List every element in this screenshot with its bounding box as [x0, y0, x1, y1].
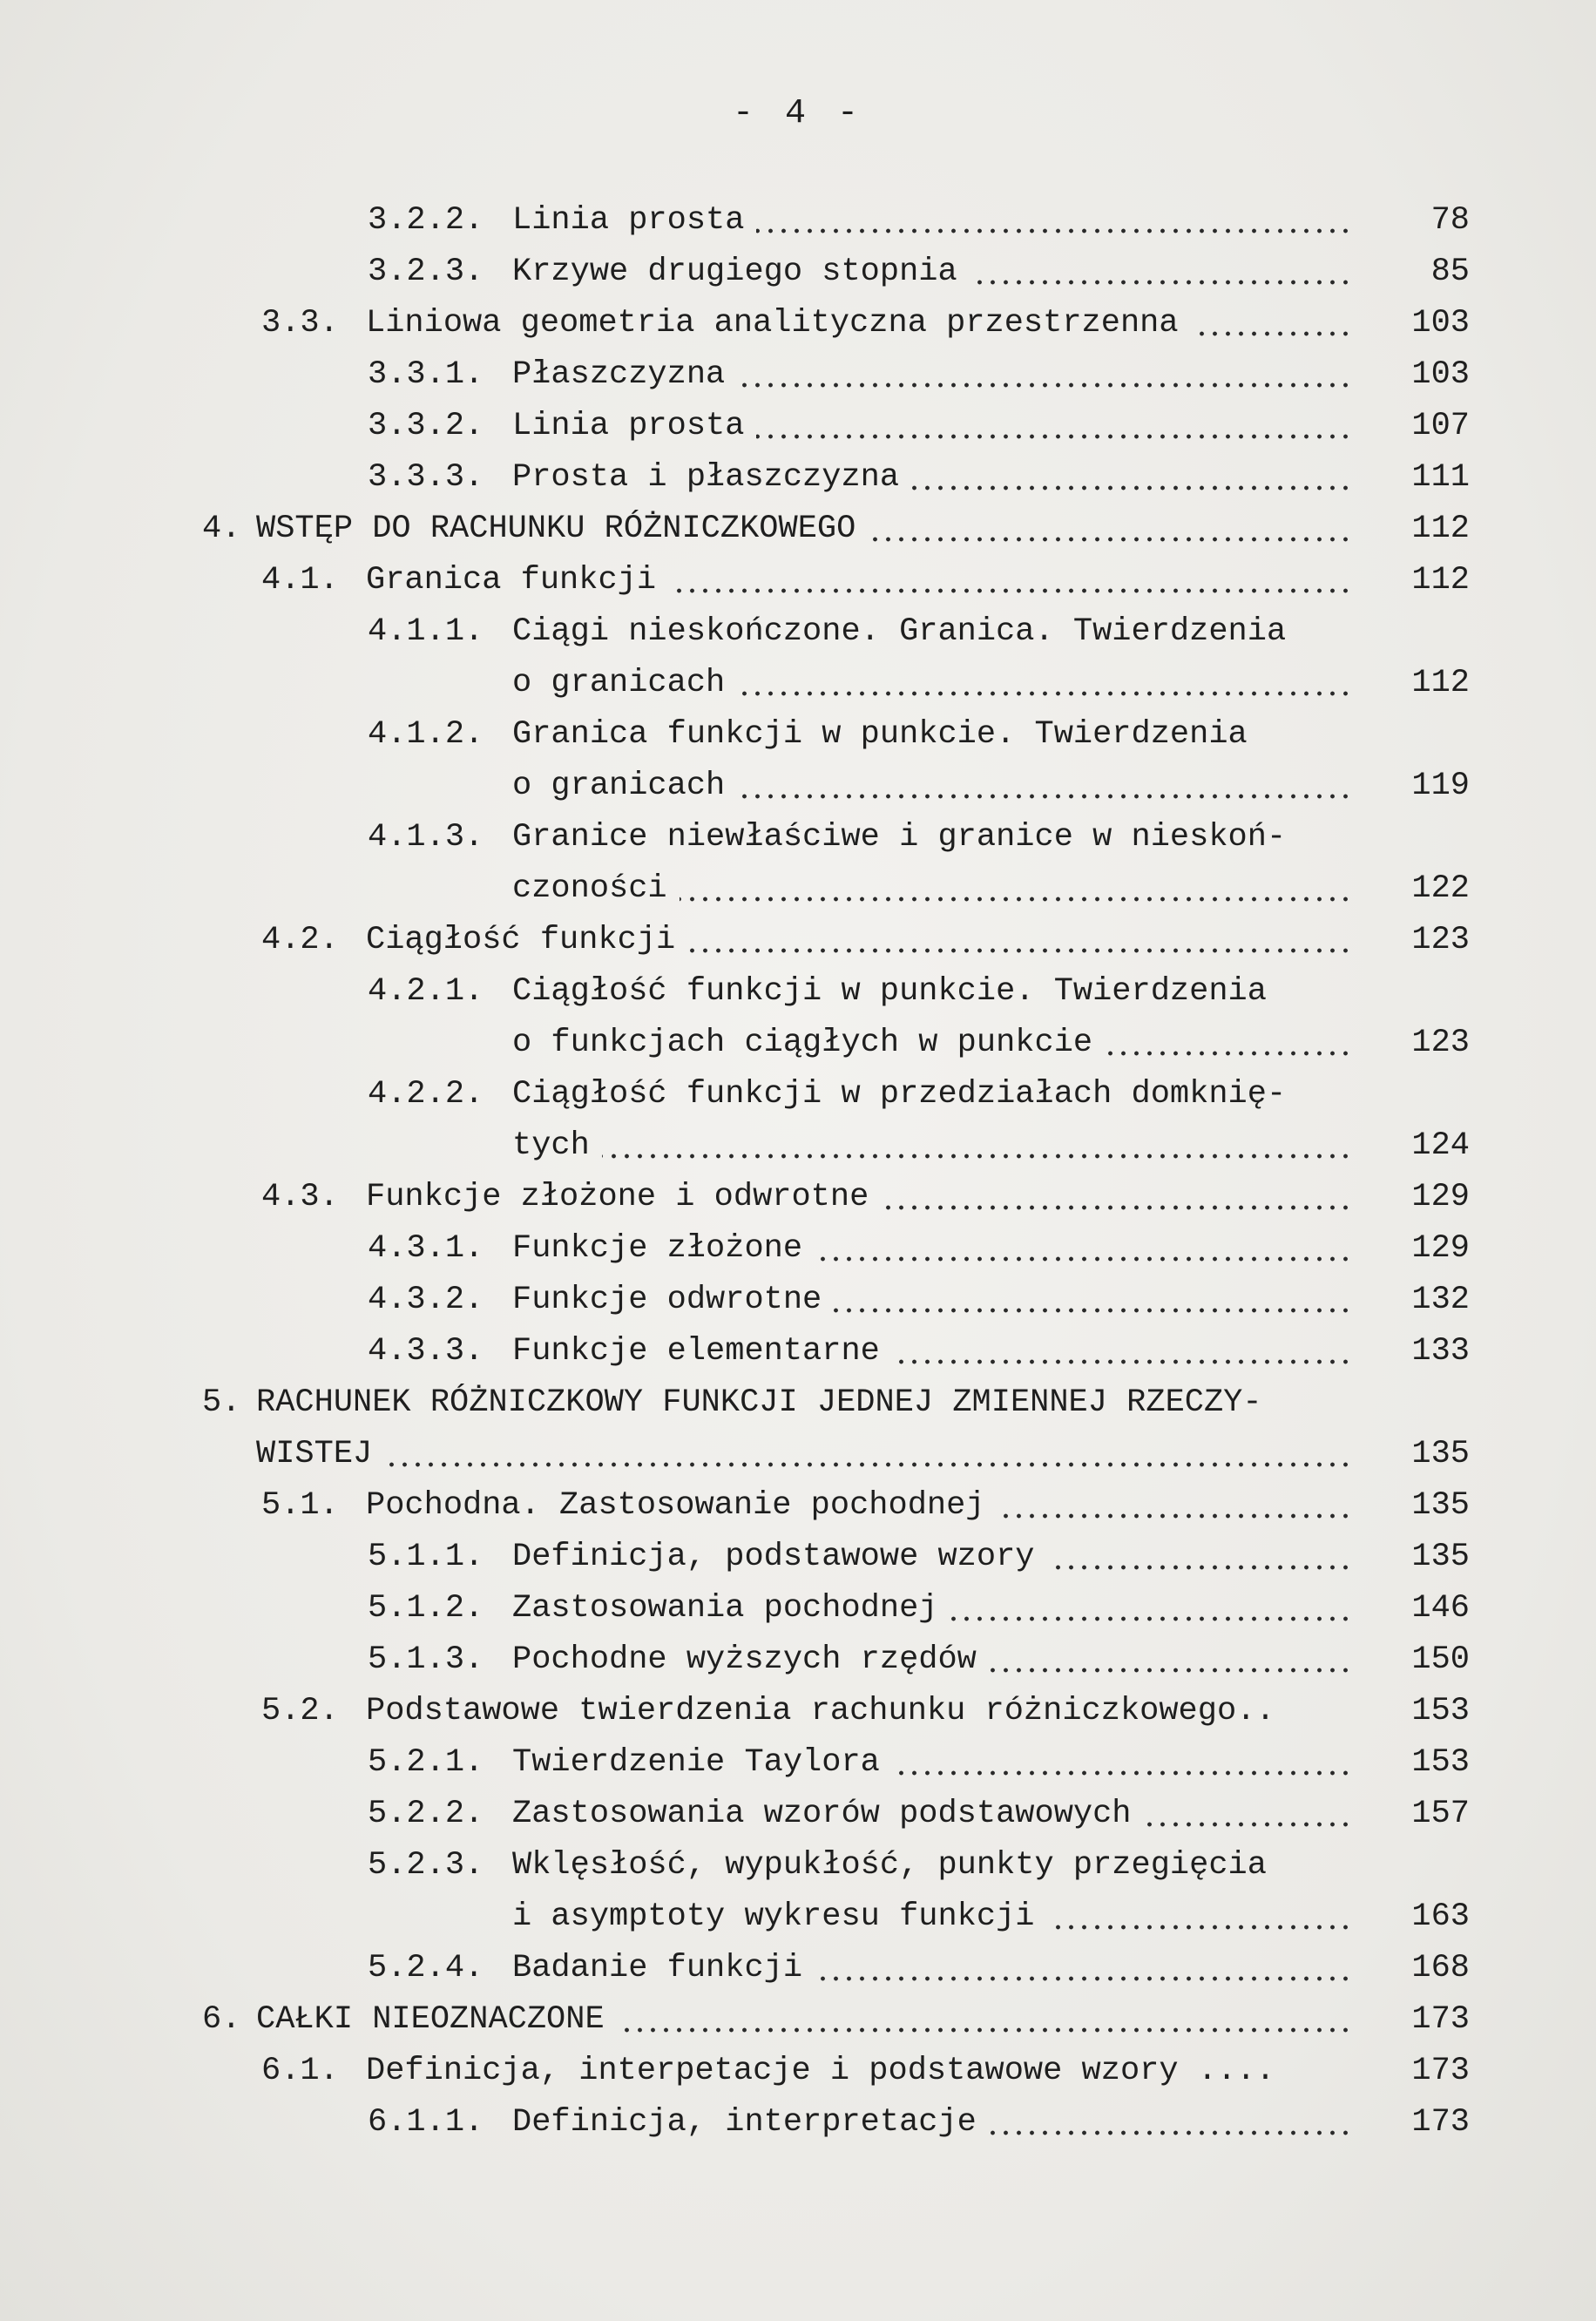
- toc-entry-number: 4.: [202, 511, 241, 547]
- toc-entry-page: 123: [1411, 1025, 1470, 1061]
- toc-entry-number: 4.2.: [261, 922, 339, 958]
- toc-entry-page: 173: [1411, 2053, 1470, 2089]
- toc-entry-title: Wklęsłość, wypukłość, punkty przegięcia: [512, 1847, 1267, 1884]
- toc-entry-title: Linia prosta: [512, 408, 745, 444]
- toc-entry-number: 3.2.3.: [368, 254, 484, 290]
- toc-entry-number: 5.1.2.: [368, 1590, 484, 1627]
- toc-entry-number: 3.3.2.: [368, 408, 484, 444]
- toc-entry: [0, 1480, 1596, 1532]
- toc-leader-dots: [602, 1120, 1352, 1172]
- toc-entry: [0, 863, 1596, 915]
- toc-leader-dots: [989, 1634, 1352, 1686]
- toc-entry-number: 3.3.1.: [368, 356, 484, 393]
- toc-entry: [0, 1840, 1596, 1891]
- toc-entry-page: 123: [1411, 922, 1470, 958]
- toc-leader-dots: [998, 1480, 1352, 1532]
- toc-entry: [0, 247, 1596, 298]
- toc-entry-page: 129: [1411, 1230, 1470, 1267]
- toc-entry: [0, 504, 1596, 555]
- toc-entry-page: 107: [1411, 408, 1470, 444]
- toc-entry-title: Granica funkcji w punkcie. Twierdzenia: [512, 716, 1248, 753]
- toc-leader-dots: [970, 247, 1352, 298]
- toc-entry-number: 4.3.3.: [368, 1333, 484, 1370]
- page-number: - 4 -: [732, 94, 864, 133]
- toc-leader-dots: [911, 452, 1352, 504]
- toc-entry-page: 112: [1411, 665, 1470, 701]
- toc-entry: [0, 1120, 1596, 1172]
- toc-entry: [0, 1326, 1596, 1377]
- toc-entry: [0, 1943, 1596, 1994]
- toc-entry-title: Pochodne wyższych rzędów: [512, 1641, 977, 1678]
- toc-leader-dots: [384, 1429, 1352, 1480]
- toc-entry-page: 119: [1411, 768, 1470, 804]
- toc-entry: [0, 1223, 1596, 1275]
- toc-entry: [0, 1994, 1596, 2046]
- toc-entry: [0, 812, 1596, 863]
- toc-entry-number: 5.1.3.: [368, 1641, 484, 1678]
- toc-entry-number: 5.2.1.: [368, 1744, 484, 1781]
- toc-entry: [0, 298, 1596, 349]
- toc-entry-title: o granicach: [512, 768, 726, 804]
- toc-entry: [0, 401, 1596, 452]
- toc-entry-title: WISTEJ: [256, 1436, 373, 1472]
- toc-entry-page: 129: [1411, 1179, 1470, 1215]
- toc-entry-title: Ciągłość funkcji w przedziałach domknię-: [512, 1076, 1287, 1113]
- toc-entry-number: 5.2.2.: [368, 1796, 484, 1832]
- toc-entry-page: 173: [1411, 2001, 1470, 2038]
- toc-entry-number: 4.3.: [261, 1179, 339, 1215]
- toc-entry-number: 5.: [202, 1384, 241, 1421]
- toc-entry-page: 168: [1411, 1950, 1470, 1986]
- toc-entry-number: 4.1.3.: [368, 819, 484, 856]
- toc-entry-number: 4.3.1.: [368, 1230, 484, 1267]
- toc-entry-page: 103: [1411, 305, 1470, 342]
- toc-entry: [0, 1737, 1596, 1789]
- toc-entry-page: 173: [1411, 2104, 1470, 2141]
- toc-entry-number: 4.2.2.: [368, 1076, 484, 1113]
- toc-entry-page: 111: [1411, 459, 1470, 496]
- toc-entry-page: 133: [1411, 1333, 1470, 1370]
- toc-entry-title: RACHUNEK RÓŻNICZKOWY FUNKCJI JEDNEJ ZMIENNEJ RZECZY-: [256, 1384, 1262, 1421]
- toc-entry-title: Definicja, podstawowe wzory: [512, 1539, 1035, 1575]
- toc-entry-title: Zastosowania pochodnej: [512, 1590, 938, 1627]
- toc-leader-dots: [1047, 1891, 1352, 1943]
- toc-entry-title: tych: [512, 1127, 590, 1164]
- toc-entry-page: 78: [1430, 202, 1470, 239]
- toc-leader-dots: [1105, 1018, 1352, 1069]
- toc-entry: [0, 1429, 1596, 1480]
- toc-entry-number: 4.2.1.: [368, 973, 484, 1010]
- toc-entry-title: Badanie funkcji: [512, 1950, 803, 1986]
- toc-entry-page: 153: [1411, 1693, 1470, 1729]
- toc-leader-dots: [737, 761, 1352, 812]
- toc-leader-dots: [1191, 298, 1352, 349]
- toc-entry-title: Granica funkcji: [366, 562, 657, 599]
- toc-entry-title: Funkcje złożone i odwrotne: [366, 1179, 869, 1215]
- toc-entry: [0, 1532, 1596, 1583]
- toc-entry-page: 103: [1411, 356, 1470, 393]
- toc-entry-number: 5.1.: [261, 1487, 339, 1524]
- toc-leader-dots: [737, 658, 1352, 709]
- toc-leader-dots: [892, 1326, 1352, 1377]
- toc-entry-title: Funkcje złożone: [512, 1230, 803, 1267]
- toc-entry-number: 5.2.3.: [368, 1847, 484, 1884]
- toc-leader-dots: [680, 863, 1352, 915]
- toc-leader-dots: [668, 555, 1352, 606]
- toc-entry: [0, 606, 1596, 658]
- toc-entry-title: o funkcjach ciągłych w punkcie: [512, 1025, 1093, 1061]
- toc-entry: [0, 1583, 1596, 1634]
- toc-entry-title: Podstawowe twierdzenia rachunku różniczkowego..: [366, 1693, 1275, 1729]
- toc-entry-page: 146: [1411, 1590, 1470, 1627]
- toc-entry-page: 85: [1430, 254, 1470, 290]
- toc-entry-title: Zastosowania wzorów podstawowych: [512, 1796, 1132, 1832]
- toc-leader-dots: [950, 1583, 1352, 1634]
- toc-leader-dots: [881, 1172, 1352, 1223]
- toc-entry: [0, 761, 1596, 812]
- toc-entry-title: CAŁKI NIEOZNACZONE: [256, 2001, 605, 2038]
- toc-entry-title: Pochodna. Zastosowanie pochodnej: [366, 1487, 985, 1524]
- toc-entry-number: 5.1.1.: [368, 1539, 484, 1575]
- toc-entry-title: Liniowa geometria analityczna przestrzenna: [366, 305, 1179, 342]
- toc-entry: [0, 915, 1596, 966]
- toc-entry: [0, 658, 1596, 709]
- toc-entry: [0, 555, 1596, 606]
- toc-entry-number: 4.3.2.: [368, 1282, 484, 1318]
- toc-leader-dots: [1047, 1532, 1352, 1583]
- toc-entry-title: Ciągłość funkcji: [366, 922, 676, 958]
- toc-entry-number: 3.3.: [261, 305, 339, 342]
- toc-entry: [0, 1018, 1596, 1069]
- toc-entry-title: Płaszczyzna: [512, 356, 726, 393]
- toc-entry-page: 135: [1411, 1539, 1470, 1575]
- toc-entry-title: Funkcje odwrotne: [512, 1282, 822, 1318]
- toc-entry: [0, 2097, 1596, 2148]
- toc-entry: [0, 1069, 1596, 1120]
- toc-entry-title: Definicja, interpretacje: [512, 2104, 977, 2141]
- toc-entry-title: Granice niewłaściwe i granice w nieskoń-: [512, 819, 1287, 856]
- toc-entry: [0, 1172, 1596, 1223]
- toc-entry-number: 6.1.1.: [368, 2104, 484, 2141]
- toc-entry-title: Twierdzenie Taylora: [512, 1744, 880, 1781]
- toc-entry-number: 4.1.2.: [368, 716, 484, 753]
- toc-entry: [0, 2046, 1596, 2097]
- toc-leader-dots: [815, 1223, 1352, 1275]
- toc-entry-page: 112: [1411, 511, 1470, 547]
- toc-entry: [0, 1275, 1596, 1326]
- toc-entry-number: 4.1.: [261, 562, 339, 599]
- toc-entry-number: 6.: [202, 2001, 241, 2038]
- toc-entry: [0, 349, 1596, 401]
- toc-leader-dots: [868, 504, 1352, 555]
- toc-entry-number: 5.2.: [261, 1693, 339, 1729]
- toc-entry-number: 4.1.1.: [368, 613, 484, 650]
- toc-entry-number: 3.2.2.: [368, 202, 484, 239]
- toc-entry: [0, 1634, 1596, 1686]
- toc-entry-page: 163: [1411, 1898, 1470, 1935]
- toc-entry-number: 3.3.3.: [368, 459, 484, 496]
- toc-leader-dots: [989, 2097, 1352, 2148]
- toc-entry: [0, 1686, 1596, 1737]
- toc-entry-title: Krzywe drugiego stopnia: [512, 254, 957, 290]
- toc-entry-page: 124: [1411, 1127, 1470, 1164]
- toc-entry-title: Definicja, interpetacje i podstawowe wzory ....: [366, 2053, 1275, 2089]
- toc-entry-title: o granicach: [512, 665, 726, 701]
- toc-entry-title: Ciągi nieskończone. Granica. Twierdzenia: [512, 613, 1287, 650]
- toc-leader-dots: [737, 349, 1352, 401]
- toc-leader-dots: [1144, 1789, 1352, 1840]
- toc-entry-page: 132: [1411, 1282, 1470, 1318]
- toc-leader-dots: [756, 401, 1352, 452]
- toc-leader-dots: [687, 915, 1352, 966]
- toc-entry: [0, 709, 1596, 761]
- toc-entry: [0, 452, 1596, 504]
- toc-entry: [0, 966, 1596, 1018]
- toc-entry-number: 6.1.: [261, 2053, 339, 2089]
- toc-entry-title: i asymptoty wykresu funkcji: [512, 1898, 1035, 1935]
- toc-entry-page: 157: [1411, 1796, 1470, 1832]
- toc-entry: [0, 195, 1596, 247]
- toc-entry-title: Linia prosta: [512, 202, 745, 239]
- toc-entry-title: Prosta i płaszczyzna: [512, 459, 900, 496]
- toc-entry: [0, 1377, 1596, 1429]
- toc-entry-title: WSTĘP DO RACHUNKU RÓŻNICZKOWEGO: [256, 511, 856, 547]
- toc-entry: [0, 1891, 1596, 1943]
- toc-entry-page: 150: [1411, 1641, 1470, 1678]
- toc-entry-title: Funkcje elementarne: [512, 1333, 880, 1370]
- toc-leader-dots: [892, 1737, 1352, 1789]
- toc-leader-dots: [815, 1943, 1352, 1994]
- toc-entry-page: 122: [1411, 870, 1470, 907]
- toc-entry-page: 135: [1411, 1436, 1470, 1472]
- toc-entry-number: 5.2.4.: [368, 1950, 484, 1986]
- toc-entry-page: 112: [1411, 562, 1470, 599]
- toc-entry-title: Ciągłość funkcji w punkcie. Twierdzenia: [512, 973, 1267, 1010]
- toc-entry-title: czoności: [512, 870, 667, 907]
- toc-leader-dots: [617, 1994, 1352, 2046]
- table-of-contents: [0, 195, 1596, 2148]
- toc-entry-page: 153: [1411, 1744, 1470, 1781]
- toc-entry: [0, 1789, 1596, 1840]
- toc-leader-dots: [834, 1275, 1352, 1326]
- toc-leader-dots: [756, 195, 1352, 247]
- toc-entry-page: 135: [1411, 1487, 1470, 1524]
